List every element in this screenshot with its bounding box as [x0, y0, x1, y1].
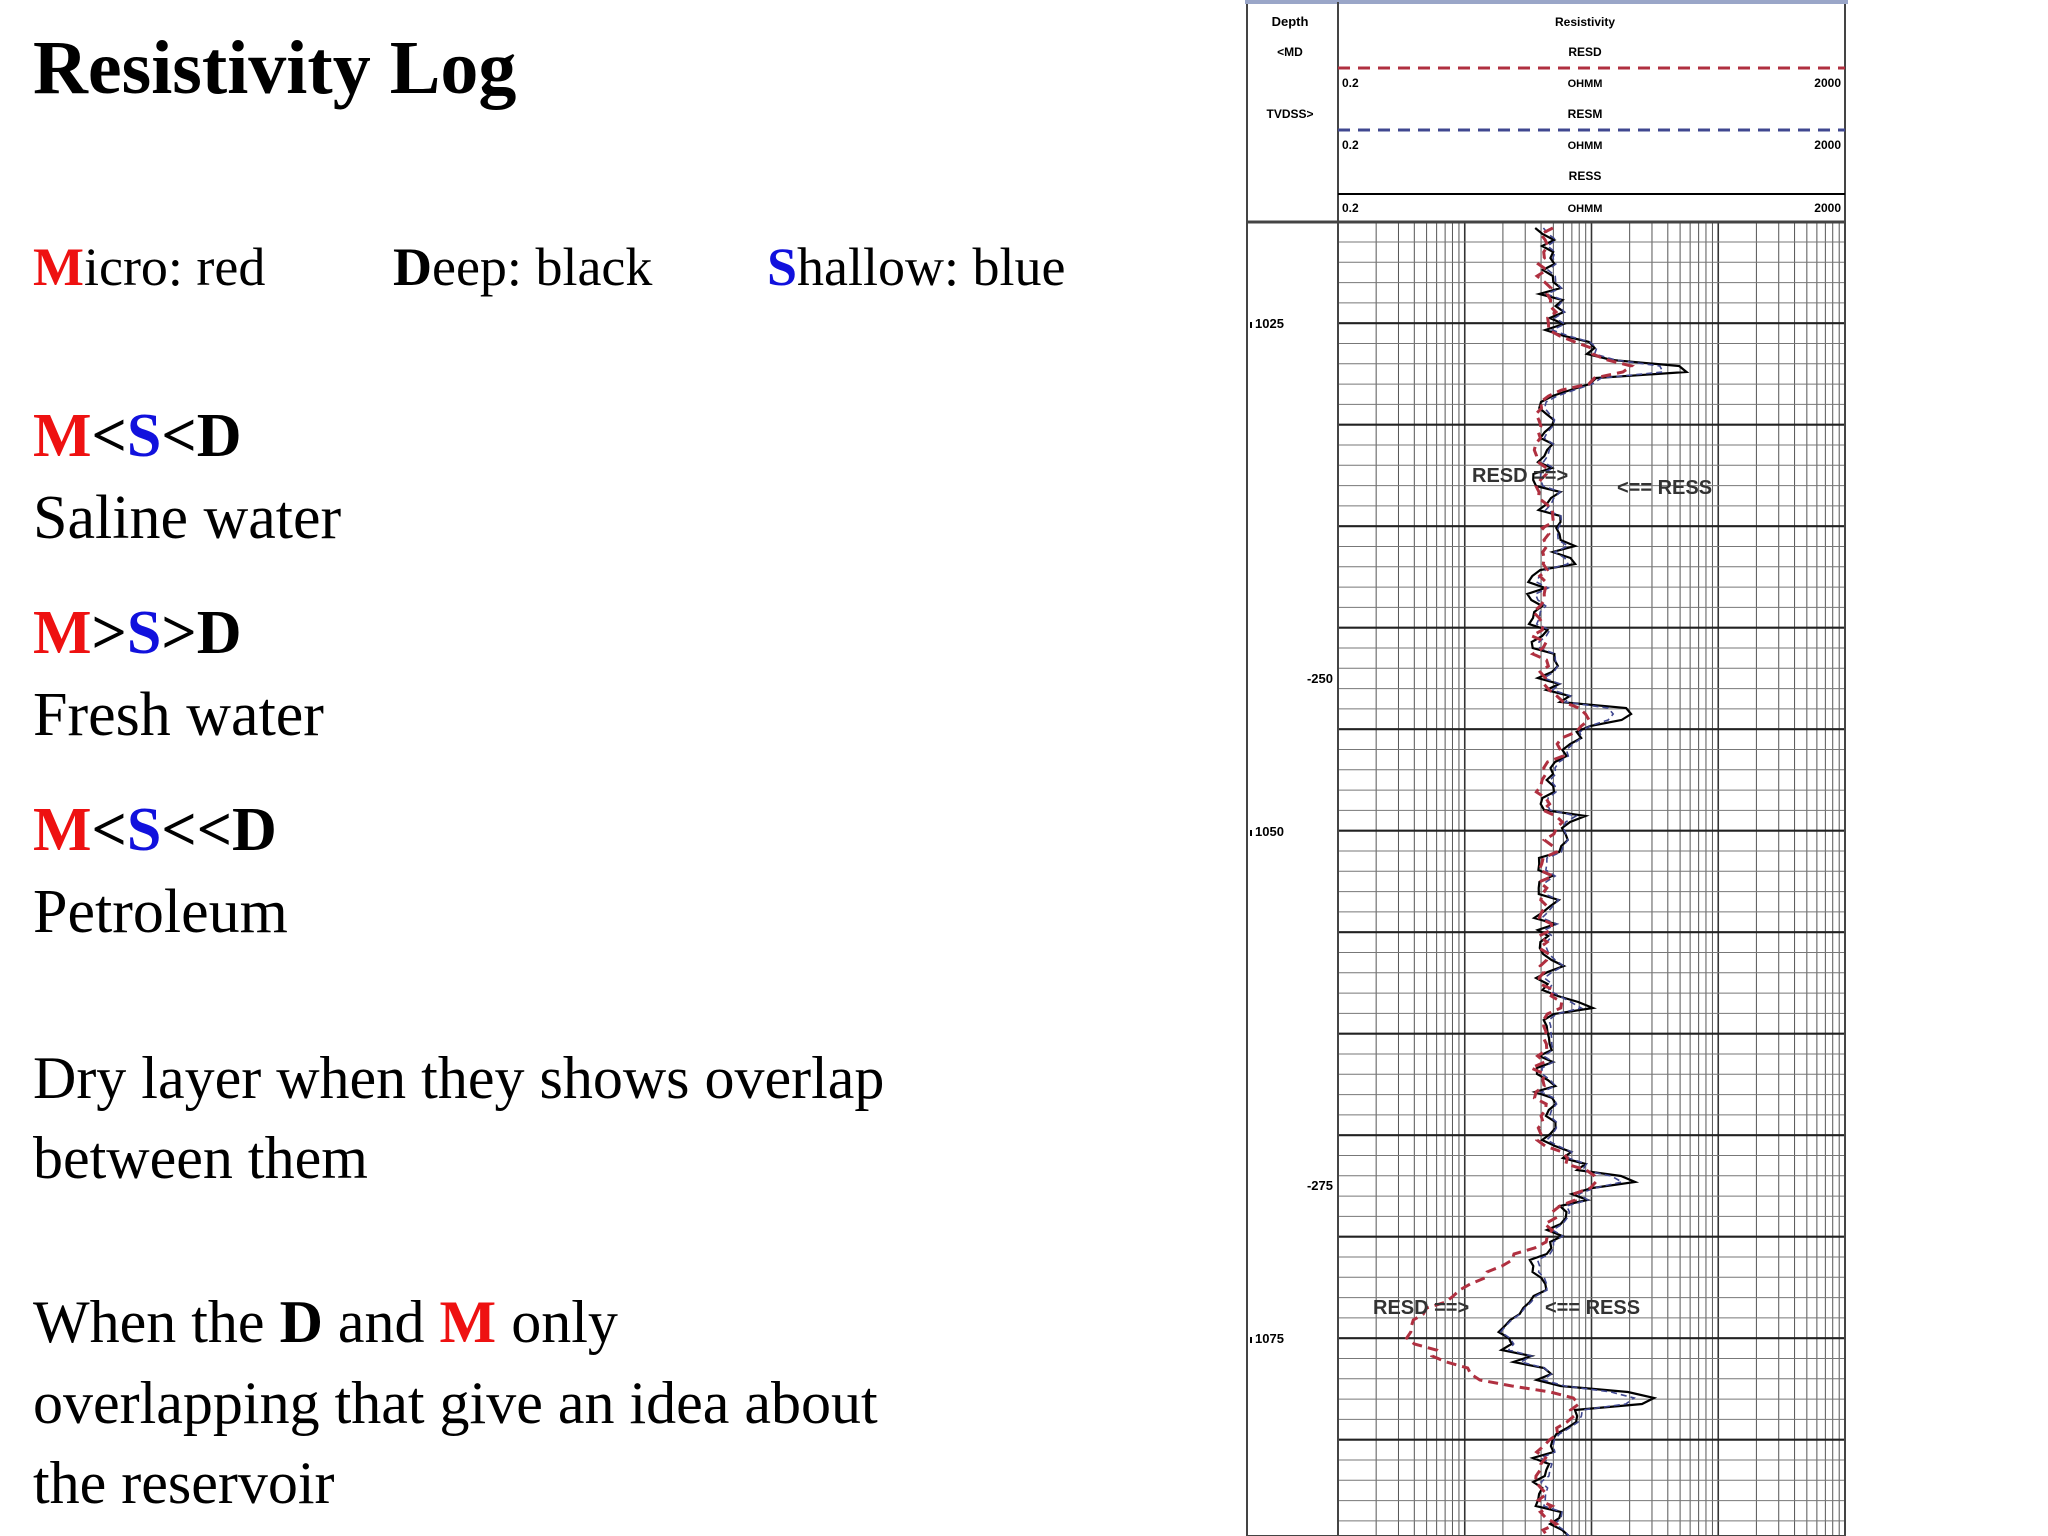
rule-saline [33, 402, 242, 470]
tvdss-label: TVDSS> [1266, 107, 1314, 121]
track-unit-resm: OHMM [1567, 140, 1603, 152]
depth-header: Depth [1271, 14, 1309, 29]
rule-op: > [161, 599, 197, 667]
track-max-resd: 2000 [1814, 76, 1841, 90]
annotation-resd-upper: RESD ==> [1472, 465, 1569, 487]
log-grid [1338, 222, 1845, 1536]
legend-shallow [767, 237, 1066, 297]
page-title: Resistivity Log [33, 26, 517, 110]
legend-deep-text: eep: black [432, 237, 653, 297]
reservoir-note-line1 [33, 1289, 618, 1355]
track-name-resd: RESD [1568, 45, 1602, 59]
rule-op: > [91, 599, 127, 667]
track-unit-ress: OHMM [1567, 203, 1603, 215]
track-max-resm: 2000 [1814, 138, 1841, 152]
rule-m: M [33, 796, 92, 864]
dry-note-line2: between them [33, 1125, 368, 1191]
md-label: <MD [1277, 45, 1303, 59]
rule-fresh [33, 599, 242, 667]
depth-label: 1075 [1255, 1331, 1284, 1346]
dry-note-line1: Dry layer when they shows overlap [33, 1045, 885, 1111]
annotation-ress-upper: <== RESS [1617, 477, 1713, 499]
rule-meaning-petroleum: Petroleum [33, 878, 288, 946]
rule-op: < [161, 402, 197, 470]
rule-op: << [161, 796, 233, 864]
legend-shallow-text: hallow: blue [797, 237, 1066, 297]
rule-petroleum [33, 796, 277, 864]
annotation-resd-lower: RESD ==> [1373, 1297, 1470, 1319]
rule-meaning-saline: Saline water [33, 484, 342, 552]
legend-deep [393, 237, 653, 297]
depth-label: 1025 [1255, 316, 1284, 331]
track-max-ress: 2000 [1814, 201, 1841, 215]
rule-d: D [196, 599, 242, 667]
resistivity-header: Resistivity [1554, 15, 1616, 29]
reservoir-text: When the [33, 1289, 280, 1355]
rule-s: S [126, 796, 162, 864]
reservoir-note-line3: the reservoir [33, 1450, 335, 1516]
reservoir-d: D [279, 1289, 323, 1355]
reservoir-text: and [322, 1289, 440, 1355]
legend-micro [33, 237, 266, 297]
reservoir-note-line2: overlapping that give an idea about [33, 1370, 878, 1436]
annotation-ress-lower: <== RESS [1545, 1297, 1641, 1319]
track-name-resm: RESM [1567, 107, 1603, 121]
rule-op: < [91, 796, 127, 864]
depth-label: -275 [1306, 1178, 1333, 1193]
rule-s: S [126, 402, 162, 470]
rule-s: S [126, 599, 162, 667]
legend-deep-initial: D [393, 237, 432, 297]
depth-label: -250 [1306, 671, 1333, 686]
legend-micro-text: icro: red [83, 237, 266, 297]
rule-m: M [33, 599, 92, 667]
rule-m: M [33, 402, 92, 470]
depth-labels [1251, 316, 1333, 1346]
rule-d: D [196, 402, 242, 470]
track-name-ress: RESS [1568, 169, 1602, 183]
legend-shallow-initial: S [767, 237, 798, 297]
reservoir-text: only [496, 1289, 618, 1355]
rule-op: < [91, 402, 127, 470]
rule-d: D [232, 796, 277, 864]
track-min-resd: 0.2 [1342, 76, 1359, 90]
reservoir-m: M [439, 1289, 497, 1355]
track-min-resm: 0.2 [1342, 138, 1359, 152]
track-min-ress: 0.2 [1342, 201, 1359, 215]
resistivity-log-figure [1245, 0, 1848, 1536]
rule-meaning-fresh: Fresh water [33, 681, 324, 749]
track-unit-resd: OHMM [1567, 78, 1603, 90]
legend-micro-initial: M [33, 237, 84, 297]
depth-label: 1050 [1255, 824, 1284, 839]
